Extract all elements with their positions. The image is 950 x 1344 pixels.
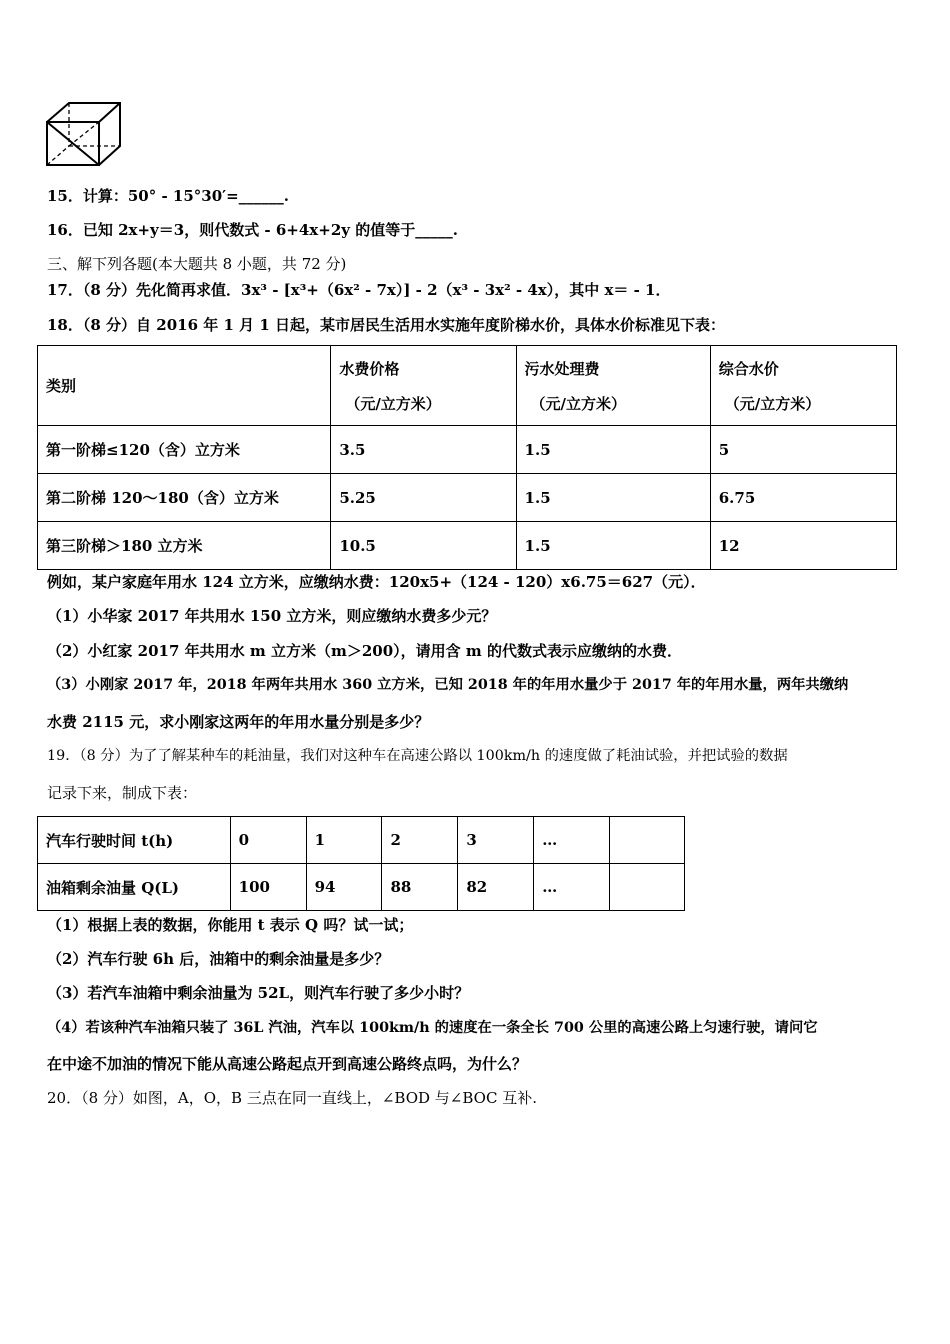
question-19-part-4b: 在中途不加油的情况下能从高速公路起点开到高速公路终点吗，为什么？	[47, 1055, 528, 1073]
table-cell: 1	[306, 817, 382, 864]
fuel-consumption-table	[37, 816, 685, 911]
table-cell: 1.5	[516, 426, 710, 474]
question-17: 17．（8 分）先化简再求值．3x³ - [x³+（6x² - 7x）] - 2（x³ - 3x² - 4x），其中 x＝ - 1．	[47, 281, 671, 299]
table-row	[38, 426, 897, 474]
table-row	[38, 522, 897, 570]
table-cell: 5	[710, 426, 896, 474]
water-price-table	[37, 345, 897, 570]
header-cell: 水费价格 （元/立方米）	[331, 346, 516, 426]
question-19-part-2: （2）汽车行驶 6h 后，油箱中的剩余油量是多少？	[47, 950, 390, 968]
section-3-heading: 三、解下列各题(本大题共 8 小题，共 72 分)	[47, 255, 347, 273]
cube-figure	[44, 100, 124, 170]
question-18-intro: 18．（8 分）自 2016 年 1 月 1 日起，某市居民生活用水实施年度阶梯水价，具体水价标准见下表：	[47, 316, 725, 334]
table-cell: 10.5	[331, 522, 516, 570]
table-cell	[610, 817, 685, 864]
table-cell	[610, 864, 685, 911]
table-cell: 汽车行驶时间 t(h)	[38, 817, 231, 864]
table-cell: 油箱剩余油量 Q(L)	[38, 864, 231, 911]
question-19-part-3: （3）若汽车油箱中剩余油量为 52L，则汽车行驶了多少小时？	[47, 984, 470, 1002]
header-cell: 类别	[38, 346, 331, 426]
table-cell: 1.5	[516, 474, 710, 522]
table-cell: 88	[382, 864, 458, 911]
table-cell: 5.25	[331, 474, 516, 522]
table-cell: 第一阶梯≤120（含）立方米	[38, 426, 331, 474]
question-18-part-1: （1）小华家 2017 年共用水 150 立方米，则应缴纳水费多少元？	[47, 607, 497, 625]
question-18-example: 例如，某户家庭年用水 124 立方米，应缴纳水费：120x5+（124 - 120）x6.75＝627（元）．	[47, 573, 706, 591]
table-cell: 82	[458, 864, 534, 911]
table-cell: 3.5	[331, 426, 516, 474]
question-18-part-3a: （3）小刚家 2017 年，2018 年两年共用水 360 立方米，已知 2018 年的年用水量少于 2017 年的年用水量，两年共缴纳	[47, 677, 849, 693]
table-cell: 2	[382, 817, 458, 864]
question-19-intro-b: 记录下来，制成下表：	[47, 784, 198, 802]
question-20: 20．（8 分）如图，A，O，B 三点在同一直线上，∠BOD 与∠BOC 互补.	[47, 1089, 537, 1107]
table-cell: 0	[230, 817, 306, 864]
table-cell: 100	[230, 864, 306, 911]
table-header-row	[38, 346, 897, 426]
table-row	[38, 817, 685, 864]
question-19-part-4a: （4）若该种汽车油箱只装了 36L 汽油，汽车以 100km/h 的速度在一条全长 700 公里的高速公路上匀速行驶，请问它	[47, 1020, 818, 1036]
question-18-part-2: （2）小红家 2017 年共用水 m 立方米（m＞200），请用含 m 的代数式表示应缴纳的水费．	[47, 642, 682, 660]
table-cell: 1.5	[516, 522, 710, 570]
question-19-part-1: （1）根据上表的数据，你能用 t 表示 Q 吗？试一试；	[47, 916, 414, 934]
table-cell: …	[534, 817, 610, 864]
header-cell: 污水处理费 （元/立方米）	[516, 346, 710, 426]
table-cell: 3	[458, 817, 534, 864]
table-cell: 第三阶梯＞180 立方米	[38, 522, 331, 570]
question-18-part-3b: 水费 2115 元，求小刚家这两年的年用水量分别是多少？	[47, 713, 430, 731]
table-cell: 6.75	[710, 474, 896, 522]
question-19-intro-a: 19．（8 分）为了了解某种车的耗油量，我们对这种车在高速公路以 100km/h 的速度做了耗油试验，并把试验的数据	[47, 748, 788, 764]
table-row	[38, 864, 685, 911]
table-cell: 94	[306, 864, 382, 911]
table-row	[38, 474, 897, 522]
header-cell: 综合水价 （元/立方米）	[710, 346, 896, 426]
table-cell: 第二阶梯 120～180（含）立方米	[38, 474, 331, 522]
question-15: 15．计算：50° - 15°30′=______.	[47, 187, 289, 205]
question-16: 16．已知 2x+y＝3，则代数式 - 6+4x+2y 的值等于_____.	[47, 221, 458, 239]
table-cell: …	[534, 864, 610, 911]
table-cell: 12	[710, 522, 896, 570]
